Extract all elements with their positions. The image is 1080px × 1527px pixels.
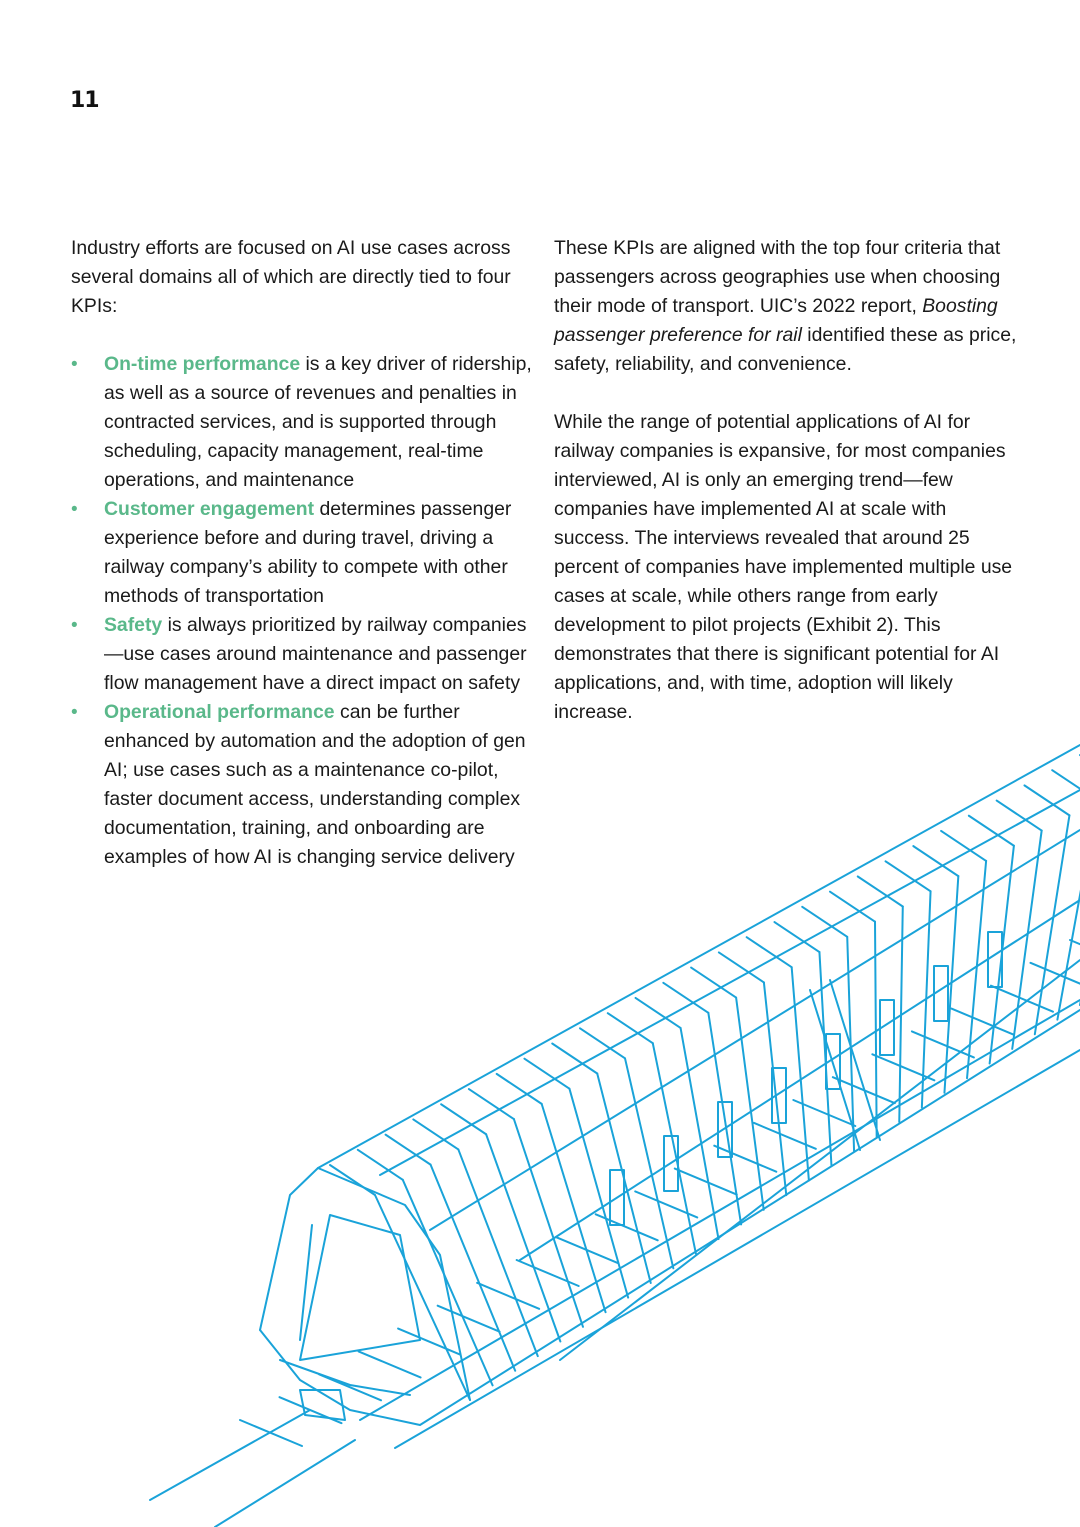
roof-panel-line xyxy=(358,1150,403,1180)
roof-panel-line xyxy=(1024,785,1069,815)
kpi-criteria-paragraph xyxy=(554,234,1024,379)
side-panel-line xyxy=(944,876,958,1093)
rail-sleeper xyxy=(240,1420,302,1446)
train-nose xyxy=(280,1360,410,1395)
roof-panel-line xyxy=(941,831,986,861)
roof-panel-line xyxy=(524,1059,569,1089)
train-window xyxy=(610,1170,624,1225)
roof-panel-line xyxy=(747,937,792,967)
criteria-text-end: identified these as price, safety, reliability, and convenience. xyxy=(554,324,1017,375)
kpi-item-customer-engagement xyxy=(71,495,541,611)
roof-panel-line xyxy=(913,846,958,876)
kpi-item-on-time-performance xyxy=(71,350,541,495)
side-panel-line xyxy=(922,891,931,1107)
rail-sleeper xyxy=(438,1306,500,1332)
roof-panel-line xyxy=(552,1044,597,1074)
side-panel-line xyxy=(486,1134,560,1341)
side-panel-line xyxy=(990,846,1014,1064)
rail-sleeper xyxy=(793,1100,855,1126)
side-panel-line xyxy=(597,1074,651,1283)
rail-sleeper xyxy=(635,1191,697,1217)
roof-ridge xyxy=(430,830,1080,1230)
side-panel-line xyxy=(847,937,854,1151)
side-panel-line xyxy=(569,1089,628,1298)
report-title: Boosting passenger preference for rail xyxy=(554,295,998,346)
bullet-icon: • xyxy=(71,615,78,636)
side-panel-line xyxy=(625,1058,673,1268)
train-outline xyxy=(260,1010,1080,1425)
gangway-line xyxy=(810,990,860,1150)
roof-panel-line xyxy=(386,1135,431,1165)
kpi-term: Operational performance xyxy=(104,701,335,723)
roof-panel-line xyxy=(719,952,764,982)
rail-sleeper xyxy=(517,1260,579,1286)
left-column xyxy=(71,234,541,872)
rail-sleeper xyxy=(991,986,1053,1012)
rail-line xyxy=(360,1000,1080,1420)
roof-panel-line xyxy=(1052,770,1080,800)
rail-line xyxy=(150,1410,310,1500)
rail-sleeper xyxy=(319,1374,381,1400)
roof-ridge xyxy=(560,960,1080,1360)
train-window xyxy=(988,932,1002,987)
roof-panel-line xyxy=(969,816,1014,846)
roof-panel-line xyxy=(886,861,931,891)
side-panel-line xyxy=(431,1165,516,1371)
rail-sleeper xyxy=(872,1054,934,1080)
rail-sleeper xyxy=(951,1009,1013,1035)
rail-line xyxy=(395,1050,1080,1448)
side-panel-line xyxy=(1012,831,1041,1049)
rail-sleeper xyxy=(280,1397,342,1423)
side-panel-line xyxy=(875,922,877,1137)
side-panel-line xyxy=(1035,815,1070,1034)
bullet-icon: • xyxy=(71,702,78,723)
kpi-text: is always prioritized by railway companies—use cases around maintenance and passenger flow management have a direct impact on safety xyxy=(104,614,527,694)
rail-sleeper xyxy=(477,1283,539,1309)
roof-panel-line xyxy=(830,892,875,922)
train-window xyxy=(664,1136,678,1191)
rail-sleeper xyxy=(754,1123,816,1149)
side-panel-line xyxy=(542,1104,606,1312)
rail-line xyxy=(215,1440,355,1527)
criteria-text-start: These KPIs are aligned with the top four criteria that passengers across geographies use when choosing their mode of transport. UIC’s 2022 report, xyxy=(554,237,1001,317)
windshield xyxy=(300,1225,312,1340)
roof-panel-line xyxy=(497,1074,542,1104)
train-window xyxy=(772,1068,786,1123)
side-panel-line xyxy=(764,982,786,1195)
side-panel-line xyxy=(1057,800,1080,1019)
side-panel-line xyxy=(514,1119,583,1327)
rail-sleeper xyxy=(675,1169,737,1195)
side-panel-line xyxy=(819,952,831,1166)
kpi-term: On-time performance xyxy=(104,353,301,375)
kpi-term: Safety xyxy=(104,614,163,636)
bullet-icon: • xyxy=(71,499,78,520)
train-outline xyxy=(318,1168,470,1400)
roof-panel-line xyxy=(858,876,903,906)
side-panel-line xyxy=(653,1043,696,1254)
gangway-line xyxy=(830,980,880,1140)
rail-sleeper xyxy=(398,1329,460,1355)
rail-sleeper xyxy=(912,1031,974,1057)
roof-panel-line xyxy=(580,1028,625,1058)
intro-paragraph: Industry efforts are focused on AI use cases across several domains all of which are directly tied to four KPIs: xyxy=(71,237,511,317)
roof-panel-line xyxy=(691,968,736,998)
adoption-paragraph: While the range of potential applications of AI for railway companies is expansive, for most companies interviewed, AI is only an emerging trend—few companies have implemented AI at scale with success. The interviews revealed that around 25 percent of companies have implemented multiple use cases at scale, while others range from early development to pilot projects (Exhibit 2). This demonstrates that there is significant potential for AI applications, and, with time, adoption will likely increase. xyxy=(554,411,1013,723)
train-nose xyxy=(300,1390,345,1420)
train-window xyxy=(718,1102,732,1157)
roof-panel-line xyxy=(774,922,819,952)
side-panel-line xyxy=(967,861,986,1078)
roof-panel-line xyxy=(441,1104,486,1134)
windshield xyxy=(300,1215,420,1360)
side-panel-line xyxy=(681,1028,719,1239)
kpi-item-operational-performance xyxy=(71,698,541,872)
roof-panel-line xyxy=(663,983,708,1013)
roof-panel-line xyxy=(413,1119,458,1149)
kpi-text: determines passenger experience before and during travel, driving a railway company’s ability to compete with other methods of transportation xyxy=(104,498,512,607)
side-panel-line xyxy=(736,998,764,1210)
train-window xyxy=(880,1000,894,1055)
train-window xyxy=(826,1034,840,1089)
rail-sleeper xyxy=(359,1351,421,1377)
rail-sleeper xyxy=(1030,963,1080,989)
roof-panel-line xyxy=(608,1013,653,1043)
side-panel-line xyxy=(792,967,809,1180)
kpi-list xyxy=(71,350,541,872)
roof-ridge xyxy=(520,900,1080,1260)
roof-panel-line xyxy=(330,1165,375,1195)
page-number: 11 xyxy=(70,88,99,113)
kpi-item-safety xyxy=(71,611,541,698)
rail-sleeper xyxy=(833,1077,895,1103)
rail-sleeper xyxy=(596,1214,658,1240)
right-column xyxy=(554,234,1024,727)
roof-panel-line xyxy=(636,998,681,1028)
side-panel-line xyxy=(403,1180,493,1386)
side-panel-line xyxy=(458,1149,537,1356)
rail-sleeper xyxy=(556,1237,618,1263)
side-panel-line xyxy=(899,906,903,1122)
kpi-text: is a key driver of ridership, as well as a source of revenues and penalties in contracted services, and is supported through scheduling, capacity management, real-time operations, and maintenance xyxy=(104,353,532,491)
side-panel-line xyxy=(375,1195,470,1400)
train-window xyxy=(934,966,948,1021)
rail-sleeper xyxy=(1070,940,1080,966)
rail-sleeper xyxy=(714,1146,776,1172)
roof-panel-line xyxy=(802,907,847,937)
kpi-text: can be further enhanced by automation and the adoption of gen AI; use cases such as a maintenance co-pilot, faster document access, understanding complex documentation, training, and onboarding are examples of how AI is changing service delivery xyxy=(104,701,526,868)
kpi-term: Customer engagement xyxy=(104,498,315,520)
side-panel-line xyxy=(708,1013,741,1225)
roof-panel-line xyxy=(469,1089,514,1119)
bullet-icon: • xyxy=(71,354,78,375)
roof-panel-line xyxy=(997,801,1042,831)
